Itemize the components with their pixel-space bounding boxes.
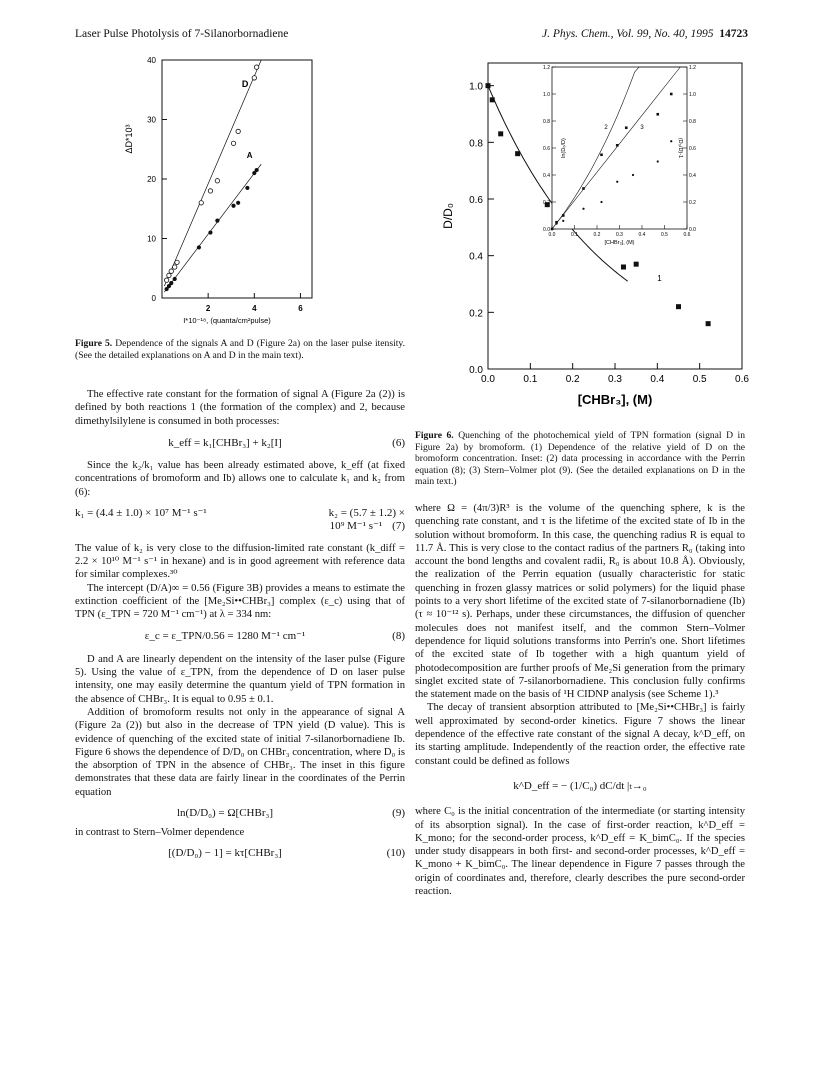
paragraph: The effective rate constant for the formation of signal A (Figure 2a (2)) is defined by both reactions 1 (the formation of the complex) and 2, because dimethylsilylene is consumed in both processes: <box>75 389 405 427</box>
y-tick-label: 0.2 <box>469 308 483 320</box>
running-head: Laser Pulse Photolysis of 7-Silanorbornadiene <box>75 28 289 40</box>
equation-body: [(D/D₀) − 1] = kτ[CHBr₃] <box>168 846 282 859</box>
x-tick-label: 0.4 <box>650 374 665 385</box>
data-point-D <box>252 76 256 80</box>
data-point-D <box>175 260 179 264</box>
data-point-A <box>208 230 212 234</box>
x-tick-label: 0.1 <box>523 374 538 385</box>
data-point-D <box>172 265 176 269</box>
equation-number: (6) <box>392 436 405 449</box>
figure-5-chart <box>118 52 340 334</box>
equation-body: k₂ = (5.7 ± 1.2) × <box>328 507 405 520</box>
inset-data-point-2 <box>656 113 659 116</box>
inset-y-tick-label: 0.4 <box>543 173 550 179</box>
equation-body: ln(D/D₀) = Ω[CHBr₃] <box>177 807 273 820</box>
data-point-D <box>231 141 235 145</box>
x-tick-label: 0.3 <box>608 374 622 385</box>
inset-y-tick-label: 0.6 <box>543 146 550 152</box>
figure-5-caption <box>75 338 405 361</box>
paragraph: The value of k₂ is very close to the diffusion-limited rate constant (k_diff = 2.2 × 10¹⁰ M⁻¹ s⁻¹ in hexane) and is in good agreement with reference data for similar complexes.³⁰ <box>75 542 405 581</box>
inset-y-axis-label-right: (D₀/D)-1 <box>677 137 683 159</box>
equation-body: k₁ = (4.4 ± 1.0) × 10⁷ M⁻¹ s⁻¹ <box>75 507 207 520</box>
inset-y-tick-label-right: 0.2 <box>689 200 696 206</box>
page-number: 14723 <box>719 28 748 40</box>
figure-6-caption <box>415 430 745 488</box>
y-axis-label: D/D₀ <box>441 203 455 229</box>
inset-data-point-3 <box>616 181 618 183</box>
data-point-1 <box>706 321 711 326</box>
equation-7 <box>75 507 405 534</box>
x-axis-label: I*10⁻¹⁸, (quanta/cm²pulse) <box>183 316 271 325</box>
x-tick-label: 0.2 <box>565 374 580 385</box>
paragraph: where C₀ is the initial concentration of the intermediate (or starting intensity of its absorption signal). In the case of first-order reaction, k^D_eff = K_mono; for the second-order process, k^D_eff = K_bimC₀. If the species under study disappears in both first- and second-order processes, k^D_eff = K_mono + K_bimC₀. The linear dependence in Figure 7 passes through the origin of coordinates and, therefore, clearly describes the pure second-order reaction. <box>415 806 745 898</box>
y-tick-label: 0.4 <box>469 251 483 263</box>
data-point-A <box>173 277 177 281</box>
figure-6-chart <box>430 55 760 425</box>
journal-citation <box>542 28 748 40</box>
data-point-D <box>254 65 258 69</box>
equation-9 <box>75 807 405 820</box>
x-tick-label: 0.6 <box>735 374 749 385</box>
data-point-A <box>197 245 201 249</box>
y-tick-label: 0.6 <box>469 195 483 206</box>
inset-series-label-2: 2 <box>604 125 608 132</box>
inset-x-axis-label: [CHBr₃], (M) <box>604 240 635 246</box>
data-point-1 <box>498 131 503 136</box>
data-point-1 <box>515 151 520 156</box>
x-tick-label: 0.5 <box>692 374 707 385</box>
x-tick-label: 0.0 <box>481 374 495 385</box>
data-point-1 <box>634 262 639 267</box>
paragraph: The decay of transient absorption attributed to [Me₂Si••CHBr₃] is fairly well approximated by second-order kinetics. Figure 7 shows the linear dependence of the effective rate constant of the signal A decay, k^D_eff, on its starting amplitude. Independently of the reaction order, the effective rate constant could be defined as follows <box>415 702 745 767</box>
inset-data-point-2 <box>625 126 628 129</box>
paragraph: Since the k₂/k₁ value has been already estimated above, k_eff (at fixed concentrations of bromoform and Ib) allows one to calculate k₁ and k₂ from (6): <box>75 460 405 498</box>
inset-x-tick-label: 0.6 <box>683 232 691 238</box>
figure-6-caption-text: Quenching of the photochemical yield of TPN formation (signal D in Figure 2a) by bromoform. (1) Dependence of the relative yield of D on the bromoform concentration. Inset: (2) data processing in accordance with the Perrin equation (8); (3) Stern–Volmer plot (9). (See the detailed explanations on D in the main text.) <box>415 430 745 488</box>
data-point-D <box>167 273 171 277</box>
paragraph: The intercept (D/A)∞ = 0.56 (Figure 3B) provides a means to estimate the extinction coefficient of the [Me₂Si••CHBr₃] complex (ε_c) using that of TPN (ε_TPN = 720 M⁻¹ cm⁻¹) at λ = 334 nm: <box>75 582 405 621</box>
data-point-A <box>255 168 259 172</box>
inset-y-tick-label: 0.8 <box>543 119 550 125</box>
y-tick-label: 10 <box>147 234 156 244</box>
inset-y-tick-label-right: 0.8 <box>689 119 696 125</box>
inset-data-point-3 <box>657 160 659 162</box>
inset-data-point-3 <box>600 201 602 203</box>
equation-number: (8) <box>392 630 405 643</box>
y-tick-label: 1.0 <box>469 81 483 93</box>
inset-y-tick-label: 1.2 <box>543 65 550 71</box>
figure-5-caption-text: Dependence of the signals A and D (Figure 2a) on the laser pulse itensity. (See the detailed explanations on A and D in the main text). <box>75 338 405 361</box>
equation-number: (7) <box>392 520 405 533</box>
paragraph: in contrast to Stern–Volmer dependence <box>75 827 245 839</box>
equation-6 <box>75 437 405 450</box>
equation-body: 10⁹ M⁻¹ s⁻¹ <box>329 520 383 533</box>
data-point-1 <box>490 97 495 102</box>
inset-x-tick-label: 0.0 <box>548 232 556 238</box>
data-point-A <box>215 219 219 223</box>
data-point-A <box>245 186 249 190</box>
inset-data-point-2 <box>582 187 585 190</box>
data-point-D <box>215 179 219 183</box>
inset-y-axis-label-left: ln(D₀/D) <box>561 138 567 158</box>
x-axis-label: [CHBr₃], (M) <box>577 392 653 407</box>
y-tick-label: 20 <box>147 175 156 184</box>
inset-frame <box>552 67 687 229</box>
inset-data-point-3 <box>632 174 634 176</box>
inset-x-tick-label: 0.4 <box>638 232 646 238</box>
y-tick-label: 40 <box>147 56 156 65</box>
inset-data-point-2 <box>600 153 603 156</box>
inset-data-point-3 <box>562 220 564 222</box>
data-point-D <box>208 189 212 193</box>
data-point-A <box>236 201 240 205</box>
inset-y-tick-label-right: 0.6 <box>689 146 696 152</box>
series-label-1: 1 <box>657 274 662 284</box>
inset-data-point-3 <box>551 228 553 230</box>
figure-5-caption-label: Figure 5. <box>75 338 113 349</box>
inset-y-tick-label-right: 0.0 <box>689 227 696 233</box>
inset-y-tick-label-right: 0.4 <box>689 173 696 179</box>
inset-x-tick-label: 0.5 <box>661 232 668 238</box>
right-column <box>415 502 745 898</box>
paragraph: D and A are linearly dependent on the intensity of the laser pulse (Figure 5). Using the value of ε_TPN, from the dependence of D on laser pulse intensity, one may easily determine the quantum yield of TPN formation in the absence of CHBr₃. It is equal to 0.95 ± 0.1. <box>75 653 405 705</box>
equation-body: k^D_eff = − (1/C₀) dC/dt |ₜ→₀ <box>513 779 647 792</box>
inset-data-point-3 <box>670 140 672 142</box>
inset-y-tick-label: 0.2 <box>543 200 550 206</box>
equation-number: (10) <box>386 846 405 859</box>
data-point-A <box>169 281 173 285</box>
data-point-D <box>199 201 203 205</box>
inset-data-point-2 <box>616 144 619 147</box>
equation-keff <box>415 780 745 793</box>
inset-x-tick-label: 0.1 <box>571 232 578 238</box>
data-point-1 <box>676 304 681 309</box>
inset-y-tick-label-right: 1.2 <box>689 65 696 71</box>
equation-body: ε_c = ε_TPN/0.56 = 1280 M⁻¹ cm⁻¹ <box>144 630 306 643</box>
y-tick-label: 0 <box>151 294 156 303</box>
figure-6-caption-label: Figure 6. <box>415 430 454 441</box>
paragraph: Addition of bromoform results not only in the appearance of signal A (Figure 2a (2)) but also in the decrease of TPN yield (D value). This is evidence of quenching of the excited state of initial 7-silanorbornadiene Ib. Figure 6 shows the dependence of D/D₀ on CHBr₃ concentration, where D₀ is the absorption of TPN in the absence of CHBr₃. The inset in this figure demonstrates that these data are fairly linear in the coordinates of the Perrin equation <box>75 706 405 798</box>
inset-x-tick-label: 0.2 <box>593 232 601 238</box>
data-point-D <box>236 129 240 133</box>
inset-y-tick-label: 1.0 <box>543 92 550 98</box>
inset-y-tick-label: 0.0 <box>543 227 550 233</box>
inset-x-tick-label: 0.3 <box>616 232 623 238</box>
equation-body: k_eff = k₁[CHBr₃] + k₂[I] <box>168 436 282 449</box>
inset-data-point-3 <box>555 223 557 225</box>
inset-y-tick-label-right: 1.0 <box>689 92 696 98</box>
x-tick-label: 6 <box>298 304 303 313</box>
x-tick-label: 4 <box>252 304 257 313</box>
data-point-D <box>164 278 168 282</box>
plot-frame <box>162 60 312 298</box>
fit-line-D <box>164 60 261 286</box>
series-label-A: A <box>246 151 253 161</box>
inset-data-point-2 <box>562 214 565 217</box>
data-point-1 <box>621 265 626 270</box>
equation-8 <box>75 630 405 643</box>
x-tick-label: 2 <box>205 304 211 313</box>
data-point-1 <box>486 83 491 88</box>
journal-name: J. Phys. Chem., Vol. 99, No. 40, 1995 <box>541 28 714 40</box>
left-column <box>75 388 405 860</box>
data-point-D <box>169 269 173 273</box>
equation-10 <box>75 847 405 860</box>
y-tick-label: 0.8 <box>469 138 483 150</box>
series-label-D: D <box>241 78 249 89</box>
equation-number: (9) <box>392 807 405 820</box>
inset-data-point-2 <box>670 93 673 96</box>
inset-data-point-3 <box>582 208 584 210</box>
y-tick-label: 30 <box>147 115 156 125</box>
y-tick-label: 0.0 <box>469 365 483 376</box>
y-axis-label: ΔD*10³ <box>124 124 134 154</box>
paragraph: where Ω = (4π/3)R³ is the volume of the quenching sphere, k is the quenching rate constant, and τ is the lifetime of the excited state of Ib in the solution without bromoform. In this case, the quenching radius R is equal to 11.7 Å. This is very close to the contact radius of the partners R₀ (taking into account the bond lengths and covalent radii, R₀ is about 10.8 Å). Obviously, the realization of the Perrin equation (usually characteristic for static quenching in frozen glassy matrices or solid polymers) for the liquid phase points to a very short lifetime of the excited state of 7-silanorbornadiene (Ib) (τ ≈ 10⁻¹² s). Perhaps, under these circumstances, the diffusion of quencher molecules does not manifest itself, and the common Stern–Volmer dependence for liquid solutions transforms into Perrin's one. Short lifetimes of the excited state of Ib together with a high quantum yield of photodecomposition are further proofs of Me₂Si generation from the primary singlet excited state of 7-silanorbornadiene. This conclusion fully confirms the statement made on the basis of ¹H CIDNP analysis (see Scheme 1).³ <box>415 503 745 701</box>
inset-series-label-3: 3 <box>640 125 644 132</box>
data-point-A <box>231 204 235 208</box>
fit-line-A <box>164 164 261 292</box>
